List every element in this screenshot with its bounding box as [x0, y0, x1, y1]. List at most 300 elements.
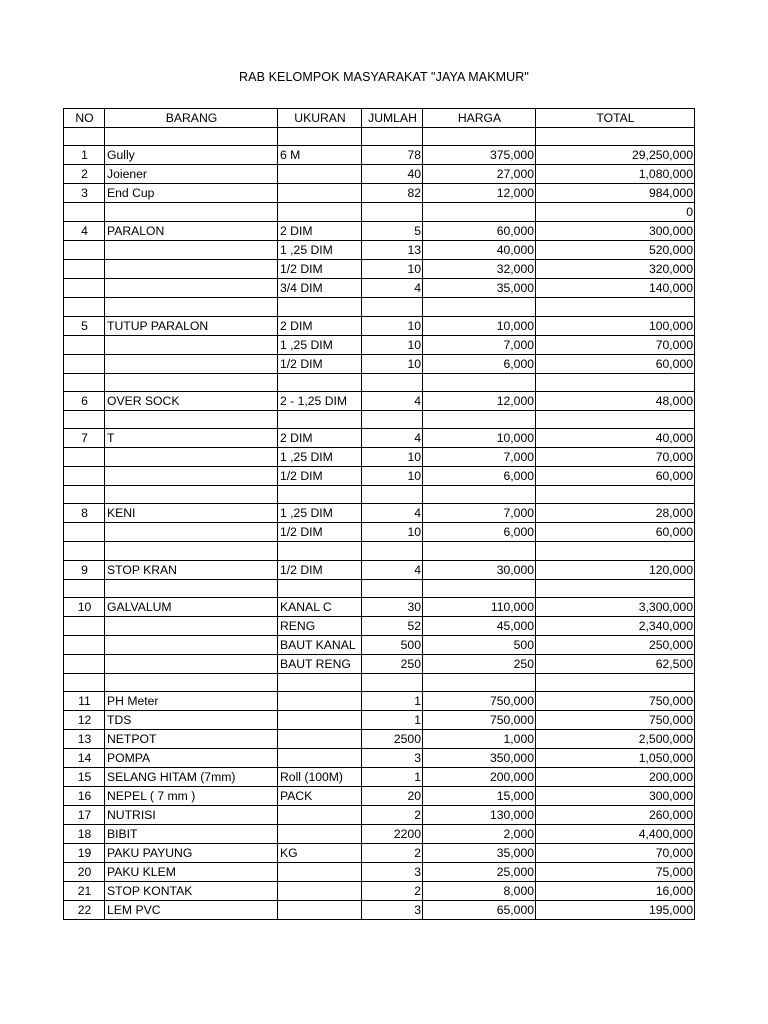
cell-no: 10 — [64, 598, 105, 617]
cell-total: 4,400,000 — [536, 825, 695, 844]
cell-no — [64, 542, 105, 560]
cell-jumlah: 82 — [362, 184, 423, 203]
cell-ukuran — [278, 203, 362, 222]
cell-jumlah: 52 — [362, 617, 423, 636]
cell-ukuran: 3/4 DIM — [278, 279, 362, 298]
cell-harga: 6,000 — [423, 523, 536, 542]
cell-total: 1,080,000 — [536, 165, 695, 184]
table-row — [64, 373, 695, 391]
cell-ukuran: 2 DIM — [278, 222, 362, 241]
cell-no — [64, 335, 105, 354]
cell-harga: 10,000 — [423, 316, 536, 335]
cell-barang — [105, 523, 278, 542]
cell-jumlah: 4 — [362, 279, 423, 298]
table-row — [64, 128, 695, 146]
cell-ukuran — [278, 863, 362, 882]
table-row — [64, 523, 695, 542]
cell-barang — [105, 335, 278, 354]
cell-jumlah: 10 — [362, 335, 423, 354]
table-row — [64, 560, 695, 579]
cell-no: 12 — [64, 711, 105, 730]
cell-no — [64, 203, 105, 222]
table-row — [64, 165, 695, 184]
cell-ukuran: BAUT RENG — [278, 655, 362, 674]
cell-ukuran — [278, 128, 362, 146]
cell-total: 320,000 — [536, 260, 695, 279]
cell-ukuran — [278, 674, 362, 692]
cell-total: 60,000 — [536, 523, 695, 542]
cell-harga — [423, 373, 536, 391]
cell-ukuran: 1 ,25 DIM — [278, 241, 362, 260]
cell-total: 260,000 — [536, 806, 695, 825]
header-barang: BARANG — [105, 109, 278, 128]
cell-harga: 1,000 — [423, 730, 536, 749]
cell-no — [64, 486, 105, 504]
cell-harga: 6,000 — [423, 354, 536, 373]
cell-ukuran: RENG — [278, 617, 362, 636]
cell-harga: 30,000 — [423, 560, 536, 579]
cell-harga: 60,000 — [423, 222, 536, 241]
cell-total: 520,000 — [536, 241, 695, 260]
cell-harga: 27,000 — [423, 165, 536, 184]
table-row — [64, 448, 695, 467]
table-row — [64, 674, 695, 692]
table-row — [64, 184, 695, 203]
cell-total: 29,250,000 — [536, 146, 695, 165]
cell-jumlah — [362, 674, 423, 692]
table-row — [64, 467, 695, 486]
cell-no — [64, 636, 105, 655]
cell-no: 19 — [64, 844, 105, 863]
cell-jumlah: 3 — [362, 863, 423, 882]
cell-barang: KENI — [105, 504, 278, 523]
cell-jumlah: 20 — [362, 787, 423, 806]
cell-harga: 10,000 — [423, 429, 536, 448]
cell-jumlah: 78 — [362, 146, 423, 165]
cell-ukuran: 1/2 DIM — [278, 560, 362, 579]
table-row — [64, 279, 695, 298]
cell-total: 984,000 — [536, 184, 695, 203]
rab-table — [63, 108, 695, 920]
cell-barang — [105, 617, 278, 636]
table-row — [64, 863, 695, 882]
cell-barang: Gully — [105, 146, 278, 165]
cell-barang: PH Meter — [105, 692, 278, 711]
cell-no: 1 — [64, 146, 105, 165]
cell-no — [64, 298, 105, 316]
cell-harga — [423, 486, 536, 504]
table-row — [64, 298, 695, 316]
cell-no — [64, 279, 105, 298]
cell-no: 3 — [64, 184, 105, 203]
cell-no: 14 — [64, 749, 105, 768]
cell-jumlah — [362, 298, 423, 316]
table-row — [64, 655, 695, 674]
cell-harga — [423, 674, 536, 692]
cell-harga: 35,000 — [423, 844, 536, 863]
cell-total: 16,000 — [536, 882, 695, 901]
cell-barang — [105, 486, 278, 504]
cell-jumlah: 2 — [362, 806, 423, 825]
cell-harga: 7,000 — [423, 448, 536, 467]
cell-ukuran: KG — [278, 844, 362, 863]
cell-ukuran — [278, 542, 362, 560]
cell-no — [64, 128, 105, 146]
table-row — [64, 901, 695, 920]
cell-total — [536, 410, 695, 428]
cell-barang — [105, 579, 278, 597]
cell-barang: TUTUP PARALON — [105, 316, 278, 335]
cell-ukuran: BAUT KANAL — [278, 636, 362, 655]
cell-jumlah: 250 — [362, 655, 423, 674]
cell-total: 60,000 — [536, 467, 695, 486]
table-row — [64, 410, 695, 428]
cell-ukuran — [278, 486, 362, 504]
cell-jumlah: 1 — [362, 711, 423, 730]
cell-no: 18 — [64, 825, 105, 844]
cell-total — [536, 298, 695, 316]
cell-no — [64, 523, 105, 542]
cell-jumlah — [362, 410, 423, 428]
table-row — [64, 542, 695, 560]
cell-total: 75,000 — [536, 863, 695, 882]
cell-total: 300,000 — [536, 222, 695, 241]
cell-jumlah: 4 — [362, 391, 423, 410]
cell-harga — [423, 203, 536, 222]
cell-barang: GALVALUM — [105, 598, 278, 617]
cell-harga: 375,000 — [423, 146, 536, 165]
cell-total — [536, 542, 695, 560]
cell-total: 48,000 — [536, 391, 695, 410]
cell-harga — [423, 410, 536, 428]
table-row — [64, 354, 695, 373]
cell-total: 140,000 — [536, 279, 695, 298]
table-row — [64, 844, 695, 863]
cell-barang — [105, 203, 278, 222]
cell-barang: T — [105, 429, 278, 448]
cell-ukuran — [278, 692, 362, 711]
cell-jumlah: 10 — [362, 467, 423, 486]
cell-jumlah — [362, 373, 423, 391]
cell-jumlah: 4 — [362, 560, 423, 579]
table-row — [64, 730, 695, 749]
cell-ukuran — [278, 730, 362, 749]
cell-harga: 7,000 — [423, 335, 536, 354]
cell-barang: OVER SOCK — [105, 391, 278, 410]
cell-jumlah: 10 — [362, 316, 423, 335]
cell-jumlah: 30 — [362, 598, 423, 617]
cell-barang — [105, 373, 278, 391]
cell-harga: 750,000 — [423, 711, 536, 730]
table-row — [64, 486, 695, 504]
cell-ukuran: 1 ,25 DIM — [278, 504, 362, 523]
cell-no — [64, 241, 105, 260]
cell-jumlah: 5 — [362, 222, 423, 241]
cell-harga — [423, 128, 536, 146]
cell-barang — [105, 410, 278, 428]
cell-ukuran — [278, 165, 362, 184]
cell-harga — [423, 298, 536, 316]
cell-ukuran — [278, 882, 362, 901]
cell-no: 13 — [64, 730, 105, 749]
table-row — [64, 504, 695, 523]
table-row — [64, 598, 695, 617]
cell-harga: 8,000 — [423, 882, 536, 901]
cell-harga: 750,000 — [423, 692, 536, 711]
cell-total: 200,000 — [536, 768, 695, 787]
cell-harga: 2,000 — [423, 825, 536, 844]
cell-ukuran: 1/2 DIM — [278, 260, 362, 279]
cell-harga — [423, 579, 536, 597]
cell-harga: 12,000 — [423, 184, 536, 203]
cell-ukuran: 2 DIM — [278, 429, 362, 448]
table-row — [64, 787, 695, 806]
cell-barang: LEM PVC — [105, 901, 278, 920]
cell-harga: 12,000 — [423, 391, 536, 410]
cell-total: 40,000 — [536, 429, 695, 448]
table-row — [64, 749, 695, 768]
cell-jumlah: 4 — [362, 429, 423, 448]
cell-jumlah: 10 — [362, 260, 423, 279]
cell-no: 4 — [64, 222, 105, 241]
cell-barang: NUTRISI — [105, 806, 278, 825]
cell-total: 1,050,000 — [536, 749, 695, 768]
cell-barang: End Cup — [105, 184, 278, 203]
header-harga: HARGA — [423, 109, 536, 128]
cell-ukuran: 2 - 1,25 DIM — [278, 391, 362, 410]
cell-total — [536, 128, 695, 146]
cell-total: 2,500,000 — [536, 730, 695, 749]
cell-total: 70,000 — [536, 844, 695, 863]
cell-harga: 65,000 — [423, 901, 536, 920]
cell-ukuran: 6 M — [278, 146, 362, 165]
cell-no: 20 — [64, 863, 105, 882]
cell-no: 7 — [64, 429, 105, 448]
table-row — [64, 692, 695, 711]
cell-barang: Joiener — [105, 165, 278, 184]
cell-no — [64, 354, 105, 373]
cell-jumlah — [362, 203, 423, 222]
cell-ukuran: PACK — [278, 787, 362, 806]
cell-no: 15 — [64, 768, 105, 787]
cell-ukuran — [278, 298, 362, 316]
cell-no: 2 — [64, 165, 105, 184]
table-row — [64, 711, 695, 730]
cell-barang — [105, 636, 278, 655]
cell-barang: PAKU PAYUNG — [105, 844, 278, 863]
cell-ukuran — [278, 825, 362, 844]
table-header-row — [64, 109, 695, 128]
cell-barang — [105, 674, 278, 692]
cell-harga: 500 — [423, 636, 536, 655]
cell-jumlah: 10 — [362, 354, 423, 373]
cell-total — [536, 579, 695, 597]
cell-jumlah: 2 — [362, 882, 423, 901]
table-row — [64, 882, 695, 901]
cell-no — [64, 410, 105, 428]
cell-ukuran: 1 ,25 DIM — [278, 335, 362, 354]
cell-no — [64, 617, 105, 636]
cell-jumlah: 2200 — [362, 825, 423, 844]
cell-jumlah: 2 — [362, 844, 423, 863]
cell-no: 11 — [64, 692, 105, 711]
header-no: NO — [64, 109, 105, 128]
cell-ukuran: Roll (100M) — [278, 768, 362, 787]
table-row — [64, 825, 695, 844]
cell-ukuran: KANAL C — [278, 598, 362, 617]
cell-total: 250,000 — [536, 636, 695, 655]
cell-no — [64, 448, 105, 467]
cell-barang — [105, 241, 278, 260]
cell-jumlah: 13 — [362, 241, 423, 260]
cell-total: 750,000 — [536, 711, 695, 730]
cell-total — [536, 486, 695, 504]
cell-jumlah: 2500 — [362, 730, 423, 749]
table-row — [64, 806, 695, 825]
cell-ukuran — [278, 579, 362, 597]
table-row — [64, 429, 695, 448]
cell-barang — [105, 260, 278, 279]
cell-jumlah — [362, 542, 423, 560]
cell-ukuran — [278, 184, 362, 203]
cell-harga: 200,000 — [423, 768, 536, 787]
cell-barang: BIBIT — [105, 825, 278, 844]
cell-total: 70,000 — [536, 335, 695, 354]
cell-barang — [105, 655, 278, 674]
cell-total: 100,000 — [536, 316, 695, 335]
cell-no: 21 — [64, 882, 105, 901]
cell-harga: 25,000 — [423, 863, 536, 882]
cell-jumlah — [362, 486, 423, 504]
cell-barang: NETPOT — [105, 730, 278, 749]
cell-barang — [105, 128, 278, 146]
cell-no: 6 — [64, 391, 105, 410]
cell-barang — [105, 467, 278, 486]
cell-no: 22 — [64, 901, 105, 920]
cell-harga: 6,000 — [423, 467, 536, 486]
cell-total: 62,500 — [536, 655, 695, 674]
table-row — [64, 203, 695, 222]
cell-total: 300,000 — [536, 787, 695, 806]
cell-barang: STOP KONTAK — [105, 882, 278, 901]
cell-harga: 32,000 — [423, 260, 536, 279]
table-row — [64, 335, 695, 354]
cell-total: 750,000 — [536, 692, 695, 711]
cell-no — [64, 655, 105, 674]
cell-no: 16 — [64, 787, 105, 806]
cell-harga: 40,000 — [423, 241, 536, 260]
cell-barang — [105, 279, 278, 298]
cell-total — [536, 674, 695, 692]
cell-total: 28,000 — [536, 504, 695, 523]
cell-harga: 250 — [423, 655, 536, 674]
cell-ukuran: 1/2 DIM — [278, 354, 362, 373]
cell-harga: 15,000 — [423, 787, 536, 806]
table-row — [64, 617, 695, 636]
cell-jumlah: 10 — [362, 448, 423, 467]
cell-ukuran: 1 ,25 DIM — [278, 448, 362, 467]
cell-jumlah: 40 — [362, 165, 423, 184]
cell-harga: 350,000 — [423, 749, 536, 768]
cell-harga: 130,000 — [423, 806, 536, 825]
cell-jumlah — [362, 579, 423, 597]
cell-total: 60,000 — [536, 354, 695, 373]
table-row — [64, 241, 695, 260]
table-row — [64, 146, 695, 165]
cell-ukuran: 1/2 DIM — [278, 523, 362, 542]
cell-no: 8 — [64, 504, 105, 523]
cell-barang: PARALON — [105, 222, 278, 241]
table-row — [64, 316, 695, 335]
cell-harga: 7,000 — [423, 504, 536, 523]
cell-harga — [423, 542, 536, 560]
cell-barang — [105, 542, 278, 560]
cell-no: 9 — [64, 560, 105, 579]
cell-jumlah: 500 — [362, 636, 423, 655]
cell-barang: PAKU KLEM — [105, 863, 278, 882]
cell-barang — [105, 298, 278, 316]
cell-no — [64, 373, 105, 391]
cell-total: 3,300,000 — [536, 598, 695, 617]
header-jumlah: JUMLAH — [362, 109, 423, 128]
cell-total: 2,340,000 — [536, 617, 695, 636]
cell-barang: SELANG HITAM (7mm) — [105, 768, 278, 787]
cell-jumlah: 10 — [362, 523, 423, 542]
cell-barang: POMPA — [105, 749, 278, 768]
header-ukuran: UKURAN — [278, 109, 362, 128]
cell-jumlah: 3 — [362, 901, 423, 920]
cell-total: 0 — [536, 203, 695, 222]
cell-harga: 45,000 — [423, 617, 536, 636]
cell-ukuran — [278, 806, 362, 825]
cell-ukuran — [278, 711, 362, 730]
cell-jumlah: 3 — [362, 749, 423, 768]
table-row — [64, 579, 695, 597]
cell-no: 17 — [64, 806, 105, 825]
cell-total: 195,000 — [536, 901, 695, 920]
cell-barang: STOP KRAN — [105, 560, 278, 579]
table-row — [64, 636, 695, 655]
cell-barang — [105, 354, 278, 373]
cell-harga: 110,000 — [423, 598, 536, 617]
cell-jumlah: 4 — [362, 504, 423, 523]
table-row — [64, 222, 695, 241]
cell-total — [536, 373, 695, 391]
table-row — [64, 391, 695, 410]
cell-barang: TDS — [105, 711, 278, 730]
cell-barang: NEPEL ( 7 mm ) — [105, 787, 278, 806]
cell-ukuran — [278, 901, 362, 920]
cell-no — [64, 260, 105, 279]
cell-ukuran — [278, 410, 362, 428]
cell-no — [64, 579, 105, 597]
cell-no — [64, 467, 105, 486]
cell-barang — [105, 448, 278, 467]
cell-total: 120,000 — [536, 560, 695, 579]
cell-jumlah — [362, 128, 423, 146]
cell-harga: 35,000 — [423, 279, 536, 298]
cell-no: 5 — [64, 316, 105, 335]
cell-no — [64, 674, 105, 692]
cell-jumlah: 1 — [362, 768, 423, 787]
document-title: RAB KELOMPOK MASYARAKAT "JAYA MAKMUR" — [239, 70, 529, 84]
cell-ukuran: 2 DIM — [278, 316, 362, 335]
header-total: TOTAL — [536, 109, 695, 128]
table-row — [64, 768, 695, 787]
cell-ukuran: 1/2 DIM — [278, 467, 362, 486]
cell-total: 70,000 — [536, 448, 695, 467]
cell-ukuran — [278, 749, 362, 768]
